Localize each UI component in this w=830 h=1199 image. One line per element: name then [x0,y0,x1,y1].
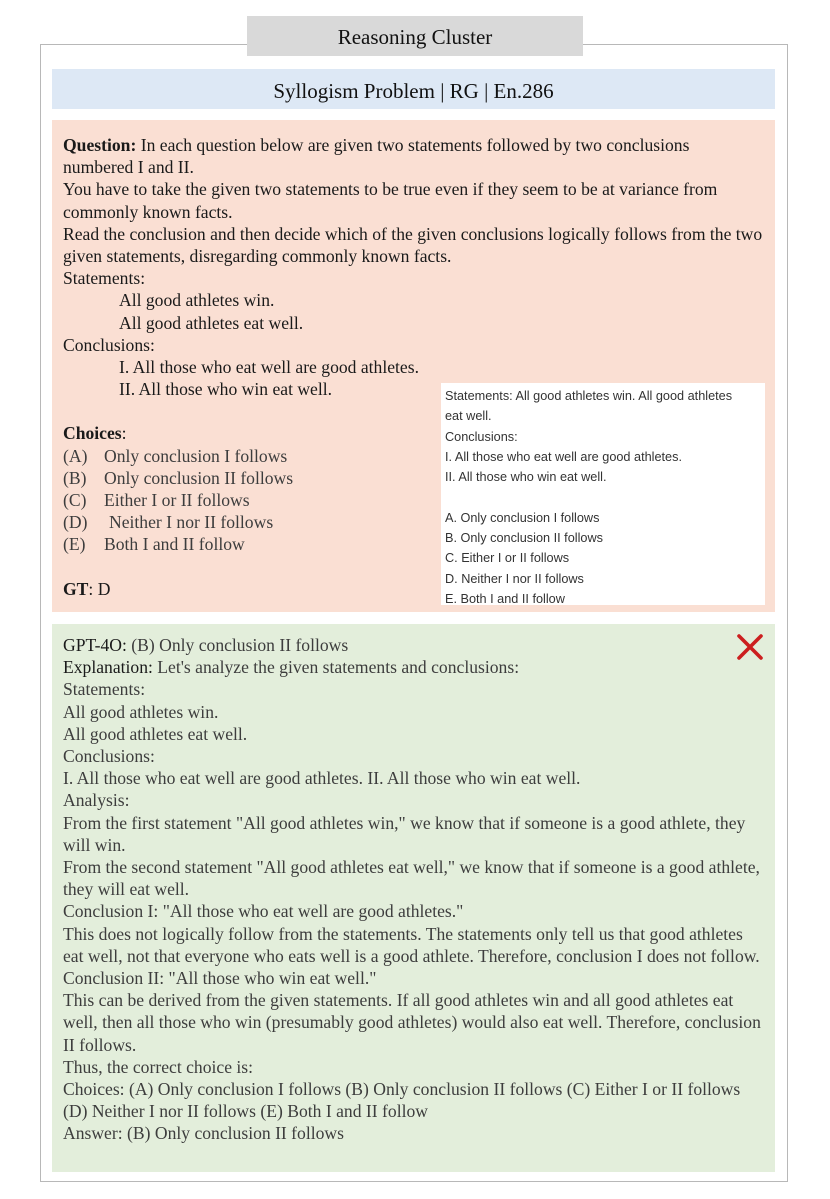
explanation-text: Statements: [63,679,146,700]
question-image-inset [441,383,765,605]
explanation-text: Conclusion I: "All those who eat well are good athletes." [63,901,464,922]
problem-title: Syllogism Problem | RG | En.286 [52,69,775,109]
cross-icon [737,634,763,660]
gt-value: : D [88,578,111,599]
choice-c: (C) Either I or II follows [63,490,250,511]
explanation-line [63,656,764,678]
explanation-intro: Let's analyze the given statements and conclusions: [152,657,520,678]
inset-line: A. Only conclusion I follows [445,510,600,525]
explanation-text: This can be derived from the given statements. If all good athletes win and all good athletes eat well, then all those who win (presumably good athletes) would also eat well. Therefore, conclusion II follows. [63,990,761,1055]
choices-heading: Choices: [63,423,127,444]
inset-line: Statements: All good athletes win. All good athletes [445,389,733,403]
explanation-text: Conclusion II: "All those who win eat well." [63,968,377,989]
inset-line: D. Neither I nor II follows [445,571,584,586]
question-line-1 [63,134,764,178]
inset-line: B. Only conclusion II follows [445,531,603,546]
explanation-text: From the second statement "All good athletes eat well," we know that if someone is a good athlete, they will eat well. [63,857,760,900]
explanation-text: I. All those who eat well are good athletes. II. All those who win eat well. [63,768,581,789]
choice-a: (A) Only conclusion I follows [63,445,288,466]
statement-2: All good athletes eat well. [119,312,304,333]
final-answer: Answer: (B) Only conclusion II follows [63,1123,344,1144]
model-answer-panel [52,624,775,1172]
inset-line [445,487,761,507]
inset-line: Conclusions: [445,429,518,444]
choices-label: Choices [63,423,122,444]
cluster-label: Reasoning Cluster [247,16,583,56]
model-label: GPT-4O: [63,635,127,655]
conclusions-label: Conclusions: [63,334,155,355]
question-line-2: You have to take the given two statements to be true even if they seem to be at variance from commonly known facts. [63,179,718,222]
inset-line: C. Either I or II follows [445,551,570,566]
question-label: Question: [63,135,137,155]
explanation-text: All good athletes win. [63,701,219,722]
model-answer-line [63,634,764,656]
explanation-text: From the first statement "All good athletes win," we know that if someone is a good athlete, they will win. [63,812,746,855]
explanation-text: Thus, the correct choice is: [63,1056,254,1077]
explanation-text: All good athletes eat well. [63,723,248,744]
gt-label: GT [63,578,89,599]
choice-d: (D) Neither I nor II follows [63,512,274,533]
choice-b: (B) Only conclusion II follows [63,467,294,488]
model-answer: (B) Only conclusion II follows [126,635,349,655]
question-text: In each question below are given two statements followed by two conclusions numbered I and II. [63,135,690,178]
choice-e: (E) Both I and II follow [63,534,245,555]
explanation-text: This does not logically follow from the statements. The statements only tell us that good athletes eat well, not that everyone who eats well is a good athlete. Therefore, conclusion I does not follow. [63,923,760,966]
inset-line: II. All those who win eat well. [445,470,607,485]
inset-line: eat well. [445,409,492,424]
conclusion-1: I. All those who eat well are good athletes. [119,357,419,378]
explanation-text: Choices: (A) Only conclusion I follows (B) Only conclusion II follows (C) Either I or II follows (D) Neither I nor II follows (E) Both I and II follow [63,1079,741,1122]
inset-line: I. All those who eat well are good athletes. [445,449,682,464]
explanation-label: Explanation: [63,657,153,678]
statement-1: All good athletes win. [119,290,275,311]
explanation-text: Analysis: [63,790,130,811]
conclusion-2: II. All those who win eat well. [119,379,333,400]
explanation-text: Conclusions: [63,746,155,767]
statements-label: Statements: [63,268,146,289]
question-line-3: Read the conclusion and then decide which of the given conclusions logically follows from the two given statements, disregarding commonly known facts. [63,223,763,267]
inset-line: E. Both I and II follow [445,591,565,606]
